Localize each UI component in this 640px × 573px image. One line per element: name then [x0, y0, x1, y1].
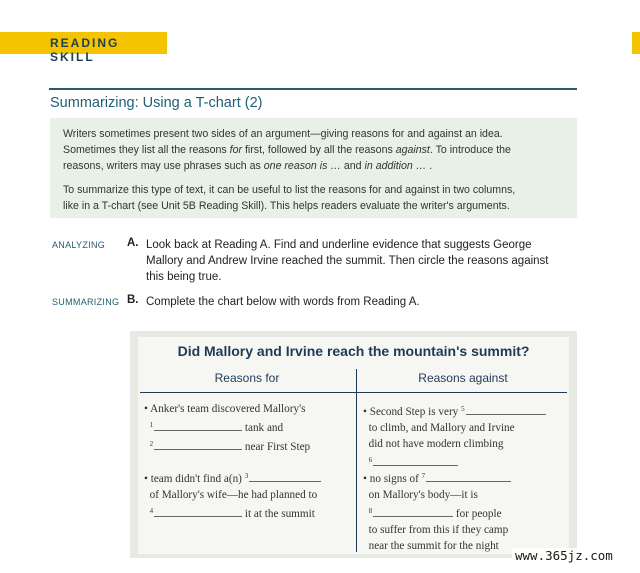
reason-for-1: • Anker's team discovered Mallory's $^1$ tank and $^2$ near First Step — [144, 403, 311, 453]
reason-for-2: • team didn't find a(n) $^3$ of Mallory's wife—he had planned to $^4$ it at the summit — [144, 468, 349, 522]
t-chart — [130, 331, 577, 558]
activity-a-instructions: Look back at Reading A. Find and underline evidence that suggests George Mallory and Andrew Irvine reached the summit. Then circle the reasons against this being true. — [146, 239, 549, 283]
blank-5[interactable] — [466, 404, 546, 415]
t-chart-vertical-rule — [356, 369, 357, 552]
activity-b-instructions: Complete the chart below with words from Reading A. — [146, 296, 420, 308]
reason-against-2: • no signs of $^7$ on Mallory's body—it is $^8$ for people to suffer from this if they camp near the summit for the night — [363, 468, 568, 554]
t-chart-inner — [138, 337, 569, 554]
reasons-for-header: Reasons for — [214, 371, 280, 385]
blank-2[interactable] — [154, 439, 242, 450]
blank-8[interactable] — [373, 506, 453, 517]
reading-skill-banner — [0, 32, 167, 64]
blank-1[interactable] — [154, 420, 242, 431]
t-chart-horizontal-rule — [140, 392, 567, 393]
site-watermark: www.365jz.com — [512, 548, 616, 563]
section-title: Summarizing: Using a T-chart (2) — [50, 95, 263, 111]
blank-6[interactable] — [373, 455, 458, 466]
explanation-paragraph-2: To summarize this type of text, it can be useful to list the reasons for and against in two columns, like in a T-chart (see Unit 5B Reading Skill). This helps readers evaluate the writer's arguments. — [63, 184, 516, 212]
blank-3[interactable] — [249, 471, 321, 482]
activity-b-letter: B. — [127, 294, 139, 306]
blank-4[interactable] — [154, 506, 242, 517]
t-chart-title: Did Mallory and Irvine reach the mountain's summit? — [177, 343, 530, 359]
blank-7[interactable] — [426, 471, 511, 482]
page-edge-marker — [632, 32, 640, 54]
explanation-box — [50, 118, 577, 218]
reasons-against-header: Reasons against — [418, 371, 508, 385]
title-rule — [49, 88, 577, 90]
banner-label: READING SKILL — [50, 36, 120, 64]
activity-a-tag: ANALYZING — [52, 240, 106, 250]
activity-a-letter: A. — [127, 237, 139, 249]
reason-against-1: • Second Step is very $^5$ to climb, and Mallory and Irvine did not have modern climbing $^6$ — [363, 401, 568, 471]
activity-b-tag: SUMMARIZING — [52, 297, 120, 307]
explanation-paragraph-1: Writers sometimes present two sides of an argument—giving reasons for and against an idea. Sometimes they list all the reasons for first, followed by all the reasons against. To introduce the reasons, writers may use phrases such as one reason is … and in addition … . — [63, 128, 511, 172]
